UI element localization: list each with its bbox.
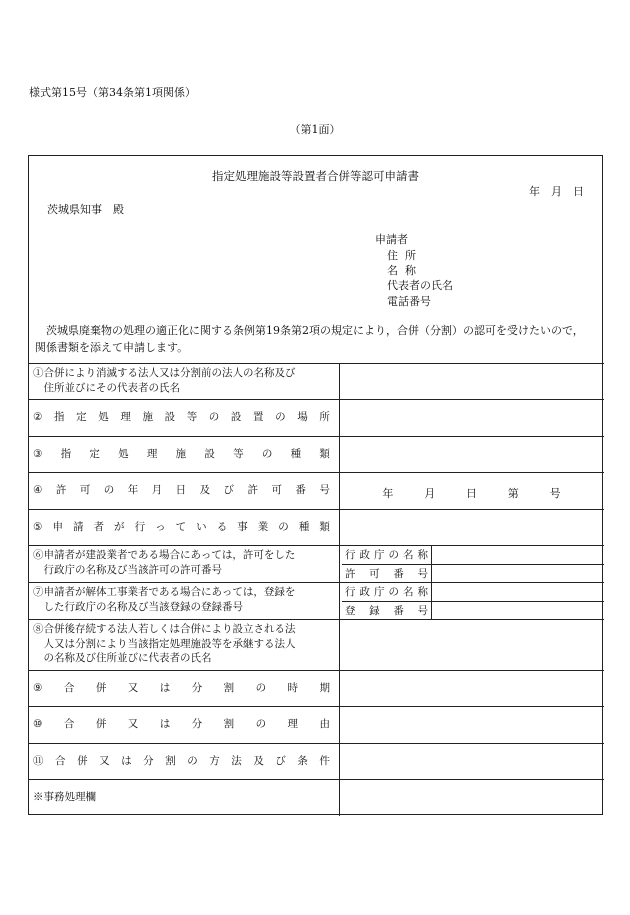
label-char: ④ bbox=[33, 484, 43, 496]
row-facility-location bbox=[33, 410, 330, 425]
label-char: 由 bbox=[319, 718, 330, 730]
label-char: 割 bbox=[223, 682, 235, 694]
applicant-name-label: 名称 bbox=[387, 264, 423, 277]
label-char: 称 bbox=[417, 549, 428, 561]
application-statement bbox=[35, 322, 600, 356]
label-char: ⑨ bbox=[33, 682, 43, 694]
facility-type-input[interactable] bbox=[340, 437, 604, 472]
row-dissolving-corporation bbox=[33, 366, 296, 395]
page-label: （第1面） bbox=[289, 123, 341, 136]
row-construction-permit bbox=[33, 548, 295, 577]
label-char: 番 bbox=[295, 484, 306, 496]
label-char: ③ bbox=[33, 448, 43, 460]
label-char: ⑪ bbox=[33, 755, 44, 767]
label-char: び bbox=[223, 484, 235, 496]
label-char: 月 bbox=[151, 484, 163, 496]
label-char: 合 bbox=[55, 755, 66, 767]
label-char: 称 bbox=[417, 586, 428, 598]
label-char: ⑤ bbox=[33, 521, 43, 533]
label-char: 指 bbox=[54, 411, 65, 423]
permit-number-prefix: 第 bbox=[507, 487, 519, 500]
label-char: 日 bbox=[175, 484, 187, 496]
label-char: る bbox=[216, 521, 228, 533]
label-char: 行 bbox=[345, 586, 356, 598]
label-char: て bbox=[175, 521, 187, 533]
row-merger-method bbox=[33, 754, 330, 769]
row-label-line: 行政庁の名称及び当該許可の許可番号 bbox=[33, 563, 222, 576]
office-use-area bbox=[340, 780, 604, 816]
label-char: は bbox=[121, 755, 132, 767]
label-char: 等 bbox=[186, 411, 198, 423]
row-facility-type bbox=[33, 447, 330, 462]
label-char: 所 bbox=[319, 411, 330, 423]
addressee: 茨城県知事 殿 bbox=[47, 203, 124, 216]
label-char: の bbox=[187, 755, 198, 767]
row-business-type bbox=[33, 520, 330, 535]
label-char: 法 bbox=[231, 755, 242, 767]
label-char: 番 bbox=[393, 568, 404, 580]
dissolving-corporation-input[interactable] bbox=[340, 364, 604, 399]
label-char: 請 bbox=[72, 521, 84, 533]
row-demolition-registration bbox=[33, 585, 295, 614]
business-type-input[interactable] bbox=[340, 510, 604, 545]
row-successor-corporation bbox=[33, 622, 296, 666]
permit-number-suffix: 号 bbox=[549, 487, 561, 500]
label-char: 併 bbox=[77, 755, 88, 767]
label-char: の bbox=[388, 549, 399, 561]
row-label-line: ⑥申請者が建設業者である場合にあっては，許可をした bbox=[33, 549, 296, 561]
label-char: 番 bbox=[393, 605, 404, 617]
r6-authority-name-label bbox=[342, 548, 431, 562]
label-char: 分 bbox=[143, 755, 154, 767]
document-title: 指定処理施設等設置者合併等認可申請書 bbox=[212, 169, 419, 183]
r7-authority-name-input[interactable] bbox=[432, 583, 604, 601]
label-char: 理 bbox=[287, 718, 299, 730]
merger-reason-input[interactable] bbox=[340, 707, 604, 743]
row-office-use: ※事務処理欄 bbox=[33, 791, 96, 803]
r7-registration-number-input[interactable] bbox=[432, 602, 604, 619]
label-char: 及 bbox=[253, 755, 264, 767]
row-label-line: 住所並びにその代表者の氏名 bbox=[33, 381, 180, 394]
phone-number-label: 電話番号 bbox=[387, 295, 431, 308]
label-char: 割 bbox=[165, 755, 176, 767]
row-label-line: ①合併により消滅する法人又は分割前の法人の名称及び bbox=[33, 367, 296, 379]
merger-method-input[interactable] bbox=[340, 744, 604, 779]
r6-authority-name-input[interactable] bbox=[432, 546, 604, 564]
label-char: 施 bbox=[175, 448, 187, 460]
label-char: 設 bbox=[230, 411, 242, 423]
label-char: 処 bbox=[118, 448, 129, 460]
label-char: 許 bbox=[345, 568, 356, 580]
label-char: 者 bbox=[93, 521, 105, 533]
label-char: 条 bbox=[297, 755, 308, 767]
label-char: 年 bbox=[127, 484, 139, 496]
label-char: の bbox=[261, 448, 273, 460]
permit-month-label: 月 bbox=[424, 487, 436, 500]
form-number: 様式第15号（第34条第1項関係） bbox=[29, 86, 196, 99]
label-char: 類 bbox=[319, 448, 330, 460]
label-char: 庁 bbox=[374, 549, 385, 561]
label-char: 置 bbox=[253, 411, 264, 423]
label-char: 設 bbox=[164, 411, 176, 423]
permit-date-number-value[interactable] bbox=[339, 485, 604, 501]
label-char: 時 bbox=[287, 682, 299, 694]
label-char: 行 bbox=[134, 521, 146, 533]
label-char: 理 bbox=[120, 411, 131, 423]
label-char: 併 bbox=[95, 718, 107, 730]
label-char: 登 bbox=[345, 605, 356, 617]
label-char: 合 bbox=[63, 682, 75, 694]
label-char: 可 bbox=[271, 484, 282, 496]
application-form bbox=[28, 155, 603, 815]
label-char: 号 bbox=[319, 484, 330, 496]
row-divider bbox=[29, 472, 604, 473]
label-char: の bbox=[255, 682, 267, 694]
label-char: 又 bbox=[127, 718, 139, 730]
label-char: 可 bbox=[79, 484, 91, 496]
merger-timing-input[interactable] bbox=[340, 671, 604, 706]
label-char: 又 bbox=[127, 682, 139, 694]
applicant-address-label: 住所 bbox=[387, 249, 423, 262]
row-label-line: 人又は分割により当該指定処理施設等を承継する法人 bbox=[33, 637, 296, 650]
label-char: 又 bbox=[99, 755, 110, 767]
label-char: 許 bbox=[55, 484, 67, 496]
label-char: っ bbox=[155, 521, 166, 533]
label-char: が bbox=[114, 521, 125, 533]
label-char: の bbox=[208, 411, 220, 423]
permit-year-label: 年 bbox=[382, 487, 394, 500]
row-label-line: した行政庁の名称及び当該登録の登録番号 bbox=[33, 600, 243, 613]
label-char: 号 bbox=[417, 568, 428, 580]
label-char: 種 bbox=[298, 521, 310, 533]
label-char: 併 bbox=[95, 682, 107, 694]
applicant-label: 申請者 bbox=[375, 233, 408, 246]
r7-authority-name-label bbox=[342, 585, 431, 599]
label-char: ② bbox=[33, 411, 43, 423]
r6-permit-number-input[interactable] bbox=[432, 565, 604, 582]
label-char: 及 bbox=[199, 484, 211, 496]
facility-location-input[interactable] bbox=[340, 400, 604, 436]
row-permit-date-number bbox=[33, 483, 330, 498]
label-char: 施 bbox=[142, 411, 153, 423]
r7-registration-number-label bbox=[342, 604, 431, 618]
representative-name-label: 代表者の氏名 bbox=[387, 279, 453, 292]
label-char: 類 bbox=[319, 521, 330, 533]
label-char: 名 bbox=[403, 549, 414, 561]
label-char: 方 bbox=[209, 755, 220, 767]
row-merger-timing bbox=[33, 681, 330, 696]
label-char: 録 bbox=[369, 605, 380, 617]
label-char: 行 bbox=[345, 549, 356, 561]
row-label-line: の名称及び住所並びに代表者の氏名 bbox=[33, 652, 212, 664]
label-char: 割 bbox=[223, 718, 235, 730]
label-char: 設 bbox=[204, 448, 215, 460]
label-char: 事 bbox=[237, 521, 248, 533]
statement-line-2: 関係書類を添えて申請します。 bbox=[35, 341, 189, 354]
label-char: 可 bbox=[369, 568, 380, 580]
label-char: 場 bbox=[297, 411, 308, 423]
label-char: の bbox=[388, 586, 399, 598]
label-char: 種 bbox=[290, 448, 302, 460]
label-char: 業 bbox=[257, 521, 269, 533]
label-char: ⑩ bbox=[33, 718, 43, 730]
label-char: の bbox=[255, 718, 267, 730]
label-char: の bbox=[278, 521, 289, 533]
label-char: 庁 bbox=[374, 586, 385, 598]
label-char: 許 bbox=[247, 484, 258, 496]
row-label-line: ⑦申請者が解体工事業者である場合にあっては，登録を bbox=[33, 586, 296, 598]
statement-line-1: 茨城県廃棄物の処理の適正化に関する条例第19条第2項の規定により，合併（分割）の認可を受けたいので， bbox=[35, 324, 584, 337]
label-char: の bbox=[103, 484, 115, 496]
label-char: 期 bbox=[319, 682, 330, 694]
label-char: 分 bbox=[191, 682, 203, 694]
row-label-line: ⑧合併後存続する法人若しくは合併により設立される法 bbox=[33, 623, 296, 635]
label-char: は bbox=[159, 682, 171, 694]
label-char: 定 bbox=[89, 448, 100, 460]
label-char: い bbox=[196, 521, 207, 533]
label-char: 申 bbox=[52, 521, 63, 533]
form-header bbox=[29, 156, 602, 363]
label-char: 処 bbox=[98, 411, 109, 423]
date-line[interactable]: 年 月 日 bbox=[529, 185, 584, 198]
label-char: 名 bbox=[403, 586, 414, 598]
r6-permit-number-label bbox=[342, 567, 431, 581]
permit-day-label: 日 bbox=[465, 487, 477, 500]
label-char: 等 bbox=[233, 448, 244, 460]
label-char: 指 bbox=[60, 448, 72, 460]
label-char: は bbox=[159, 718, 171, 730]
label-char: 定 bbox=[76, 411, 87, 423]
label-char: び bbox=[275, 755, 286, 767]
label-char: 合 bbox=[63, 718, 75, 730]
successor-corporation-input[interactable] bbox=[340, 620, 604, 670]
row-merger-reason bbox=[33, 717, 330, 732]
label-char: の bbox=[275, 411, 286, 423]
label-char: 政 bbox=[359, 586, 370, 598]
label-char: 件 bbox=[319, 755, 330, 767]
label-char: 分 bbox=[191, 718, 203, 730]
label-char: 理 bbox=[146, 448, 158, 460]
label-char: 政 bbox=[359, 549, 370, 561]
label-char: 号 bbox=[417, 605, 428, 617]
